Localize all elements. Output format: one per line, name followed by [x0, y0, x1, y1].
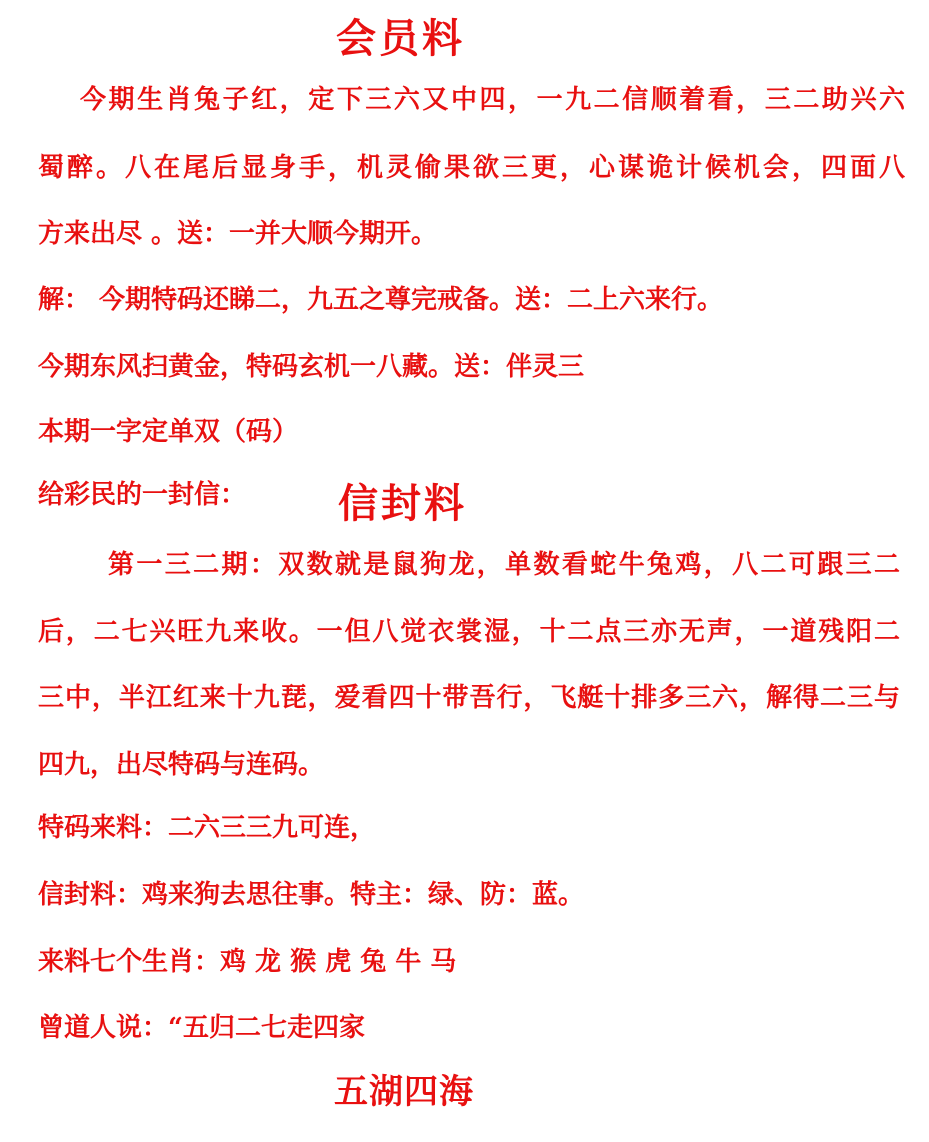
letter-line-4: 四九，出尽特码与连码。	[38, 750, 325, 780]
member-line-6: 本期一字定单双（码）	[38, 417, 299, 447]
letter-line-2: 后，二七兴旺九来收。一但八觉衣裳湿，十二点三亦无声，一道残阳二	[38, 617, 900, 647]
member-line-3: 方来出尽 。送：一并大顺今期开。	[38, 219, 438, 249]
letter-line-8: 曾道人说：“五归二七走四家	[38, 1013, 365, 1043]
member-line-4: 解： 今期特码还睇二，九五之尊完戒备。送：二上六来行。	[38, 285, 724, 315]
letter-line-1: 第一三二期：双数就是鼠狗龙，单数看蛇牛兔鸡，八二可跟三二	[108, 550, 900, 580]
letter-line-7: 来料七个生肖：鸡 龙 猴 虎 兔 牛 马	[38, 947, 457, 977]
member-title: 会员料	[336, 15, 465, 62]
member-line-2: 蜀醉。八在尾后显身手，机灵偷果欲三更，心谋诡计候机会，四面八	[38, 153, 905, 183]
letter-line-3: 三中，半江红来十九琵，爱看四十带吾行，飞艇十排多三六，解得二三与	[38, 683, 900, 713]
letter-intro: 给彩民的一封信：	[38, 480, 247, 510]
member-line-1: 今期生肖兔子红，定下三六又中四，一九二信顺着看，三二助兴六	[80, 85, 905, 115]
letter-title: 信封料	[338, 480, 467, 527]
member-line-5: 今期东风扫黄金，特码玄机一八藏。送：伴灵三	[38, 352, 585, 382]
letter-line-6: 信封料：鸡来狗去思往事。特主：绿、防：蓝。	[38, 880, 585, 910]
letter-line-5: 特码来料：二六三三九可连，	[38, 813, 377, 843]
footer-title: 五湖四海	[334, 1072, 474, 1112]
